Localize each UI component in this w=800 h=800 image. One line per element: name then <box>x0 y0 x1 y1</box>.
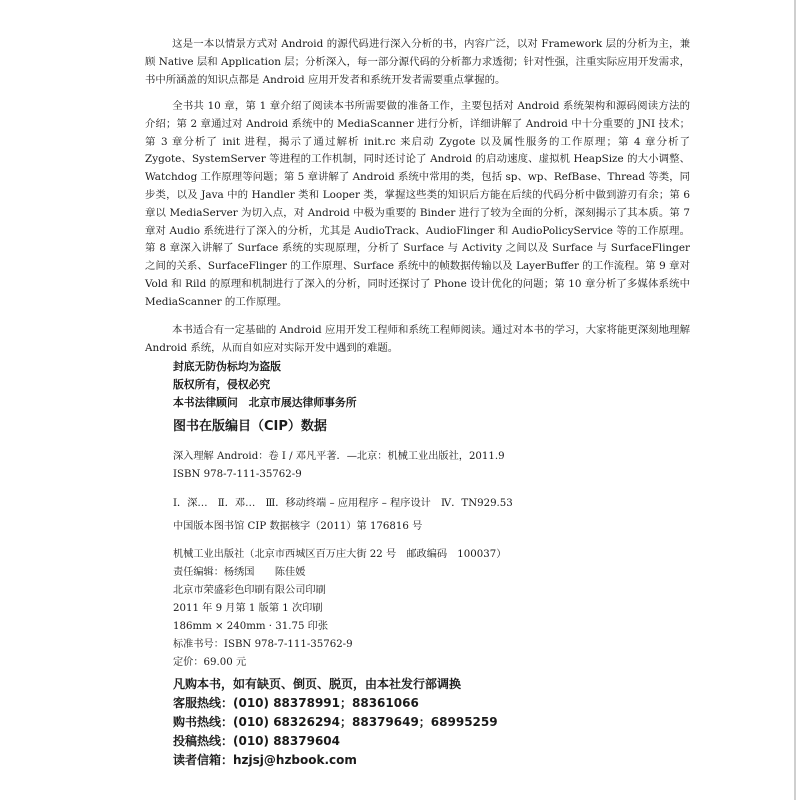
price: 定价：69.00 元 <box>173 657 247 668</box>
responsible-editor: 责任编辑：杨绣国 陈佳媛 <box>173 567 306 578</box>
exchange-notice: 凡购本书，如有缺页、倒页、脱页，由本社发行部调换 <box>173 677 462 691</box>
intro-paragraph-3 <box>145 322 690 358</box>
cip-record-number: 中国版本图书馆 CIP 数据核字（2011）第 176816 号 <box>173 521 423 532</box>
cip-isbn: ISBN 978-7-111-35762-9 <box>173 469 302 480</box>
print-edition: 2011 年 9 月第 1 版第 1 次印刷 <box>173 603 323 614</box>
intro-paragraph-2-text: 全书共 10 章，第 1 章介绍了阅读本书所需要做的准备工作，主要包括对 Android 系统架构和源码阅读方法的介绍；第 2 章通过对 Android 系统中的 MediaScanner 进行分析，详细讲解了 Android 中十分重要的 JNI 技术；第 3 章分析了 init 进程，揭示了通过解析 init.rc 来启动 Zygote 以及属性服务的工作原理；第 4 章分析了 Zygote、SystemServer 等进程的工作机制，同时还讨论了 Android 的启动速度、虚拟机 HeapSize 的大小调整、Watchdog 工作原理等问题；第 5 章讲解了 Android 系统中常用的类，包括 sp、wp、RefBase、Thread 等类，同步类，以及 Java 中的 Handler 类和 Looper 类，掌握这些类的知识后方能在后续的代码分析中做到游刃有余；第 6 章以 MediaServer 为切入点，对 Android 中极为重要的 Binder 进行了较为全面的分析，深刻揭示了其本质。第 7 章对 Audio 系统进行了深入的分析，尤其是 AudioTrack、AudioFlinger 和 AudioPolicyService 等的工作原理。第 8 章深入讲解了 Surface 系统的实现原理，分析了 Surface 与 Activity 之间以及 Surface 与 SurfaceFlinger 之间的关系、SurfaceFlinger 的工作原理、Surface 系统中的帧数据传输以及 LayerBuffer 的工作流程。第 9 章对 Vold 和 Rild 的原理和机制进行了深入的分析，同时还探讨了 Phone 设计优化的问题；第 10 章分析了多媒体系统中 MediaScanner 的工作原理。 <box>145 100 690 308</box>
intro-paragraph-2 <box>145 98 690 312</box>
intro-paragraph-1-text: 这是一本以情景方式对 Android 的源代码进行深入分析的书，内容广泛，以对 Framework 层的分析为主，兼顾 Native 层和 Application 层；分析深入，每一部分源代码的分析都力求透彻；针对性强，注重实际应用开发需求，书中所涵盖的知识点都是 Android 应用开发者和系统开发者需要重点掌握的。 <box>145 38 690 86</box>
legal-counsel-notice: 本书法律顾问 北京市展达律师事务所 <box>173 396 357 409</box>
page-edge-line <box>794 0 796 800</box>
cip-classification: Ⅰ．深… Ⅱ．邓… Ⅲ．移动终端 – 应用程序 – 程序设计 Ⅳ．TN929.53 <box>173 498 513 509</box>
anti-piracy-notice: 封底无防伪标均为盗版 <box>173 360 281 373</box>
cip-title: 图书在版编目（CIP）数据 <box>173 419 327 434</box>
intro-paragraph-1 <box>145 36 690 89</box>
standard-book-number: 标准书号：ISBN 978-7-111-35762-9 <box>173 639 353 650</box>
printer: 北京市荣盛彩色印刷有限公司印刷 <box>173 585 326 596</box>
service-hotline: 客服热线：(010) 88378991；88361066 <box>173 696 419 710</box>
cip-entry: 深入理解 Android：卷 I / 邓凡平著．—北京：机械工业出版社，2011.9 <box>173 451 505 462</box>
submission-hotline: 投稿热线：(010) 88379604 <box>173 734 340 748</box>
publisher-address: 机械工业出版社（北京市西城区百万庄大街 22 号 邮政编码 100037） <box>173 549 507 560</box>
purchase-hotline: 购书热线：(010) 68326294；88379649；68995259 <box>173 715 498 729</box>
book-format: 186mm × 240mm · 31.75 印张 <box>173 621 329 632</box>
copyright-notice: 版权所有，侵权必究 <box>173 378 271 391</box>
reader-email: 读者信箱：hzjsj@hzbook.com <box>173 753 357 767</box>
intro-paragraph-3-text: 本书适合有一定基础的 Android 应用开发工程师和系统工程师阅读。通过对本书的学习，大家将能更深刻地理解 Android 系统，从而自如应对实际开发中遇到的难题。 <box>145 324 690 354</box>
